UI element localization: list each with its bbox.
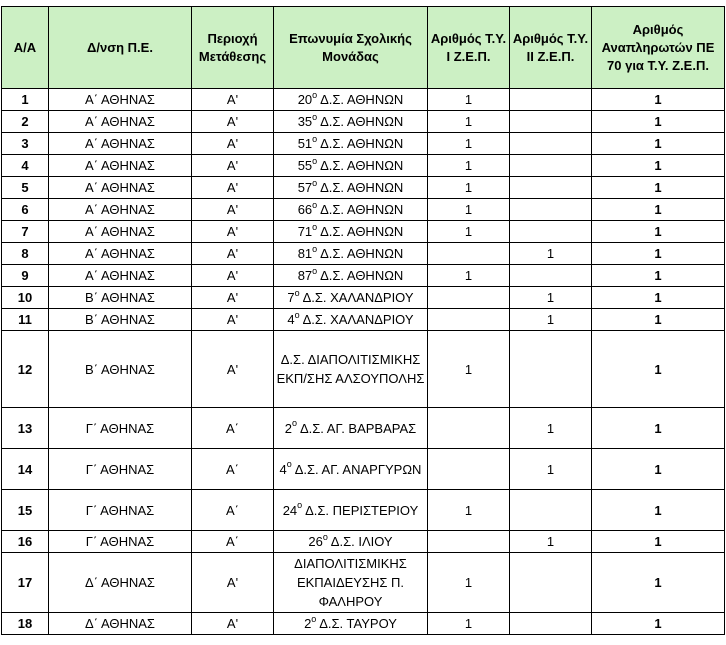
cell-school-name xyxy=(274,613,428,635)
cell-ty1: 1 xyxy=(428,155,510,177)
cell-ty2: 1 xyxy=(510,287,592,309)
cell-ty2: 1 xyxy=(510,243,592,265)
table-header-row xyxy=(2,7,725,89)
school-name: Δ.Σ. ΔΙΑΠΟΛΙΤΙΣΜΙΚΗΣ ΕΚΠ/ΣΗΣ ΑΛΣΟΥΠΟΛΗΣ xyxy=(276,352,425,386)
cell-aa: 8 xyxy=(2,243,49,265)
cell-dnsi: Α΄ ΑΘΗΝΑΣ xyxy=(49,155,192,177)
cell-dnsi: Γ΄ ΑΘΗΝΑΣ xyxy=(49,490,192,531)
ordinal-suffix: ο xyxy=(294,309,300,320)
school-number: 2 xyxy=(284,420,293,436)
cell-anaplirotes: 1 xyxy=(592,553,725,613)
cell-perioxi: Α' xyxy=(192,221,274,243)
table-row xyxy=(2,89,725,111)
cell-dnsi: Α΄ ΑΘΗΝΑΣ xyxy=(49,199,192,221)
cell-perioxi: Α΄ xyxy=(192,531,274,553)
school-number: 87 xyxy=(297,268,313,283)
school-name: Δ.Σ. ΧΑΛΑΝΔΡΙΟΥ xyxy=(302,312,414,327)
cell-perioxi: Α' xyxy=(192,111,274,133)
school-name: Δ.Σ. ΑΘΗΝΩΝ xyxy=(320,92,404,107)
cell-school-name xyxy=(274,449,428,490)
table-row xyxy=(2,221,725,243)
ordinal-suffix: ο xyxy=(312,243,318,254)
school-name: Δ.Σ. ΑΓ. ΒΑΡΒΑΡΑΣ xyxy=(299,420,417,436)
cell-ty2: 1 xyxy=(510,408,592,449)
cell-ty1 xyxy=(428,309,510,331)
cell-school-name xyxy=(274,331,428,408)
table-row xyxy=(2,265,725,287)
school-number: 2 xyxy=(304,616,312,631)
cell-ty2 xyxy=(510,133,592,155)
school-number: 81 xyxy=(297,246,313,261)
cell-ty2 xyxy=(510,613,592,635)
cell-anaplirotes: 1 xyxy=(592,155,725,177)
cell-anaplirotes: 1 xyxy=(592,265,725,287)
cell-ty1: 1 xyxy=(428,331,510,408)
cell-ty2 xyxy=(510,553,592,613)
cell-school-name xyxy=(274,309,428,331)
cell-perioxi: Α' xyxy=(192,177,274,199)
cell-ty1 xyxy=(428,408,510,449)
ordinal-suffix: ο xyxy=(297,500,303,511)
cell-school-name xyxy=(274,265,428,287)
school-name: Δ.Σ. ΑΘΗΝΩΝ xyxy=(320,246,404,261)
cell-perioxi: Α' xyxy=(192,331,274,408)
ordinal-suffix: ο xyxy=(322,531,328,542)
cell-aa: 12 xyxy=(2,331,49,408)
cell-dnsi: Α΄ ΑΘΗΝΑΣ xyxy=(49,265,192,287)
ordinal-suffix: ο xyxy=(311,613,317,624)
cell-school-name xyxy=(274,553,428,613)
header-ty1: Αριθμός Τ.Υ. Ι Ζ.Ε.Π. xyxy=(428,7,510,89)
cell-anaplirotes: 1 xyxy=(592,309,725,331)
cell-ty2 xyxy=(510,89,592,111)
cell-perioxi: Α΄ xyxy=(192,449,274,490)
school-name: Δ.Σ. ΑΘΗΝΩΝ xyxy=(320,114,404,129)
cell-dnsi: Γ΄ ΑΘΗΝΑΣ xyxy=(49,449,192,490)
cell-dnsi: Β΄ ΑΘΗΝΑΣ xyxy=(49,331,192,408)
cell-aa: 15 xyxy=(2,490,49,531)
school-number: 55 xyxy=(297,158,313,173)
cell-dnsi: Γ΄ ΑΘΗΝΑΣ xyxy=(49,408,192,449)
cell-ty2 xyxy=(510,199,592,221)
table-row xyxy=(2,111,725,133)
cell-school-name xyxy=(274,221,428,243)
cell-dnsi: Β΄ ΑΘΗΝΑΣ xyxy=(49,309,192,331)
table-row xyxy=(2,155,725,177)
school-name: Δ.Σ. ΧΑΛΑΝΔΡΙΟΥ xyxy=(302,290,414,305)
school-number: 35 xyxy=(297,114,313,129)
cell-aa: 11 xyxy=(2,309,49,331)
cell-aa: 13 xyxy=(2,408,49,449)
cell-aa: 4 xyxy=(2,155,49,177)
cell-ty1: 1 xyxy=(428,221,510,243)
cell-ty1 xyxy=(428,449,510,490)
cell-ty2: 1 xyxy=(510,309,592,331)
cell-anaplirotes: 1 xyxy=(592,243,725,265)
cell-ty2 xyxy=(510,331,592,408)
cell-anaplirotes: 1 xyxy=(592,613,725,635)
cell-perioxi: Α΄ xyxy=(192,408,274,449)
cell-dnsi: Α΄ ΑΘΗΝΑΣ xyxy=(49,111,192,133)
school-name: Δ.Σ. ΑΘΗΝΩΝ xyxy=(320,158,404,173)
school-name: Δ.Σ. ΙΛΙΟΥ xyxy=(330,534,393,549)
ordinal-suffix: ο xyxy=(312,111,318,122)
cell-ty1 xyxy=(428,243,510,265)
cell-anaplirotes: 1 xyxy=(592,199,725,221)
school-name: Δ.Σ. ΑΘΗΝΩΝ xyxy=(320,224,404,239)
cell-aa: 14 xyxy=(2,449,49,490)
school-number: 4 xyxy=(287,312,295,327)
school-number: 51 xyxy=(297,136,313,151)
cell-school-name xyxy=(274,287,428,309)
cell-school-name xyxy=(274,177,428,199)
header-dnsi: Δ/νση Π.Ε. xyxy=(49,7,192,89)
school-number: 24 xyxy=(282,502,298,518)
cell-perioxi: Α' xyxy=(192,309,274,331)
school-name: Δ.Σ. ΑΘΗΝΩΝ xyxy=(320,202,404,217)
header-eponymia: Επωνυμία Σχολικής Μονάδας xyxy=(274,7,428,89)
school-number: 7 xyxy=(287,290,295,305)
cell-school-name xyxy=(274,111,428,133)
school-number: 26 xyxy=(308,534,323,549)
cell-dnsi: Δ΄ ΑΘΗΝΑΣ xyxy=(49,553,192,613)
cell-ty2 xyxy=(510,221,592,243)
cell-perioxi: Α' xyxy=(192,199,274,221)
school-number: 57 xyxy=(297,180,313,195)
cell-anaplirotes: 1 xyxy=(592,133,725,155)
cell-dnsi: Δ΄ ΑΘΗΝΑΣ xyxy=(49,613,192,635)
cell-aa: 18 xyxy=(2,613,49,635)
cell-ty2 xyxy=(510,265,592,287)
table-row xyxy=(2,133,725,155)
school-name: Δ.Σ. ΑΘΗΝΩΝ xyxy=(320,268,404,283)
cell-ty2 xyxy=(510,111,592,133)
school-number: 71 xyxy=(297,224,313,239)
school-name: Δ.Σ. ΠΕΡΙΣΤΕΡΙΟΥ xyxy=(305,502,419,518)
table-row xyxy=(2,331,725,408)
table-row xyxy=(2,408,725,449)
cell-perioxi: Α' xyxy=(192,265,274,287)
cell-anaplirotes: 1 xyxy=(592,531,725,553)
cell-school-name xyxy=(274,490,428,531)
cell-aa: 2 xyxy=(2,111,49,133)
ordinal-suffix: ο xyxy=(312,133,318,144)
cell-ty2: 1 xyxy=(510,531,592,553)
header-ty2: Αριθμός Τ.Υ. ΙΙ Ζ.Ε.Π. xyxy=(510,7,592,89)
cell-perioxi: Α' xyxy=(192,243,274,265)
cell-aa: 16 xyxy=(2,531,49,553)
cell-ty2 xyxy=(510,155,592,177)
cell-aa: 3 xyxy=(2,133,49,155)
school-name: ΔΙΑΠΟΛΙΤΙΣΜΙΚΗΣ ΕΚΠΑΙΔΕΥΣΗΣ Π. ΦΑΛΗΡΟΥ xyxy=(294,556,407,609)
cell-ty1: 1 xyxy=(428,177,510,199)
cell-aa: 5 xyxy=(2,177,49,199)
ordinal-suffix: ο xyxy=(312,89,318,100)
ordinal-suffix: ο xyxy=(294,287,300,298)
header-aa: Α/Α xyxy=(2,7,49,89)
cell-school-name xyxy=(274,133,428,155)
cell-ty1: 1 xyxy=(428,490,510,531)
cell-anaplirotes: 1 xyxy=(592,490,725,531)
cell-perioxi: Α' xyxy=(192,133,274,155)
cell-dnsi: Α΄ ΑΘΗΝΑΣ xyxy=(49,243,192,265)
table-row xyxy=(2,613,725,635)
cell-ty1 xyxy=(428,287,510,309)
cell-perioxi: Α' xyxy=(192,287,274,309)
school-name: Δ.Σ. ΤΑΥΡΟΥ xyxy=(319,616,397,631)
cell-dnsi: Β΄ ΑΘΗΝΑΣ xyxy=(49,287,192,309)
cell-perioxi: Α΄ xyxy=(192,490,274,531)
schools-table xyxy=(1,6,725,635)
cell-perioxi: Α' xyxy=(192,155,274,177)
cell-school-name xyxy=(274,89,428,111)
cell-aa: 1 xyxy=(2,89,49,111)
cell-anaplirotes: 1 xyxy=(592,177,725,199)
table-row xyxy=(2,177,725,199)
cell-school-name xyxy=(274,199,428,221)
cell-ty1: 1 xyxy=(428,111,510,133)
cell-ty1: 1 xyxy=(428,613,510,635)
cell-ty2 xyxy=(510,490,592,531)
cell-perioxi: Α' xyxy=(192,89,274,111)
cell-school-name xyxy=(274,243,428,265)
cell-ty1: 1 xyxy=(428,199,510,221)
cell-dnsi: Γ΄ ΑΘΗΝΑΣ xyxy=(49,531,192,553)
cell-anaplirotes: 1 xyxy=(592,111,725,133)
cell-dnsi: Α΄ ΑΘΗΝΑΣ xyxy=(49,221,192,243)
cell-anaplirotes: 1 xyxy=(592,331,725,408)
cell-aa: 6 xyxy=(2,199,49,221)
cell-anaplirotes: 1 xyxy=(592,89,725,111)
cell-perioxi: Α' xyxy=(192,613,274,635)
table-body xyxy=(2,89,725,635)
cell-aa: 7 xyxy=(2,221,49,243)
school-name: Δ.Σ. ΑΘΗΝΩΝ xyxy=(320,180,404,195)
cell-aa: 9 xyxy=(2,265,49,287)
ordinal-suffix: ο xyxy=(292,418,298,429)
table-row xyxy=(2,553,725,613)
cell-school-name xyxy=(274,155,428,177)
table-row xyxy=(2,243,725,265)
cell-dnsi: Α΄ ΑΘΗΝΑΣ xyxy=(49,177,192,199)
ordinal-suffix: ο xyxy=(312,265,318,276)
school-name: Δ.Σ. ΑΘΗΝΩΝ xyxy=(320,136,404,151)
cell-anaplirotes: 1 xyxy=(592,221,725,243)
ordinal-suffix: ο xyxy=(312,177,318,188)
cell-dnsi: Α΄ ΑΘΗΝΑΣ xyxy=(49,133,192,155)
ordinal-suffix: ο xyxy=(312,221,318,232)
school-number: 20 xyxy=(297,92,313,107)
cell-ty2: 1 xyxy=(510,449,592,490)
cell-school-name xyxy=(274,408,428,449)
cell-ty1: 1 xyxy=(428,133,510,155)
table-row xyxy=(2,199,725,221)
ordinal-suffix: ο xyxy=(286,459,292,470)
cell-ty2 xyxy=(510,177,592,199)
cell-anaplirotes: 1 xyxy=(592,449,725,490)
cell-ty1 xyxy=(428,531,510,553)
ordinal-suffix: ο xyxy=(312,155,318,166)
school-number: 66 xyxy=(297,202,313,217)
ordinal-suffix: ο xyxy=(312,199,318,210)
table-row xyxy=(2,531,725,553)
table-row xyxy=(2,449,725,490)
cell-school-name xyxy=(274,531,428,553)
table-row xyxy=(2,490,725,531)
header-anaplirotes: Αριθμός Αναπληρωτών ΠΕ 70 για Τ.Υ. Ζ.Ε.Π. xyxy=(592,7,725,89)
school-name: Δ.Σ. ΑΓ. ΑΝΑΡΓΥΡΩΝ xyxy=(294,461,422,477)
cell-dnsi: Α΄ ΑΘΗΝΑΣ xyxy=(49,89,192,111)
cell-ty1: 1 xyxy=(428,553,510,613)
school-number: 4 xyxy=(279,461,287,477)
cell-ty1: 1 xyxy=(428,89,510,111)
cell-anaplirotes: 1 xyxy=(592,287,725,309)
cell-ty1: 1 xyxy=(428,265,510,287)
table-row xyxy=(2,287,725,309)
cell-aa: 10 xyxy=(2,287,49,309)
cell-aa: 17 xyxy=(2,553,49,613)
table-row xyxy=(2,309,725,331)
cell-anaplirotes: 1 xyxy=(592,408,725,449)
header-perioxi: Περιοχή Μετάθεσης xyxy=(192,7,274,89)
cell-perioxi: Α' xyxy=(192,553,274,613)
